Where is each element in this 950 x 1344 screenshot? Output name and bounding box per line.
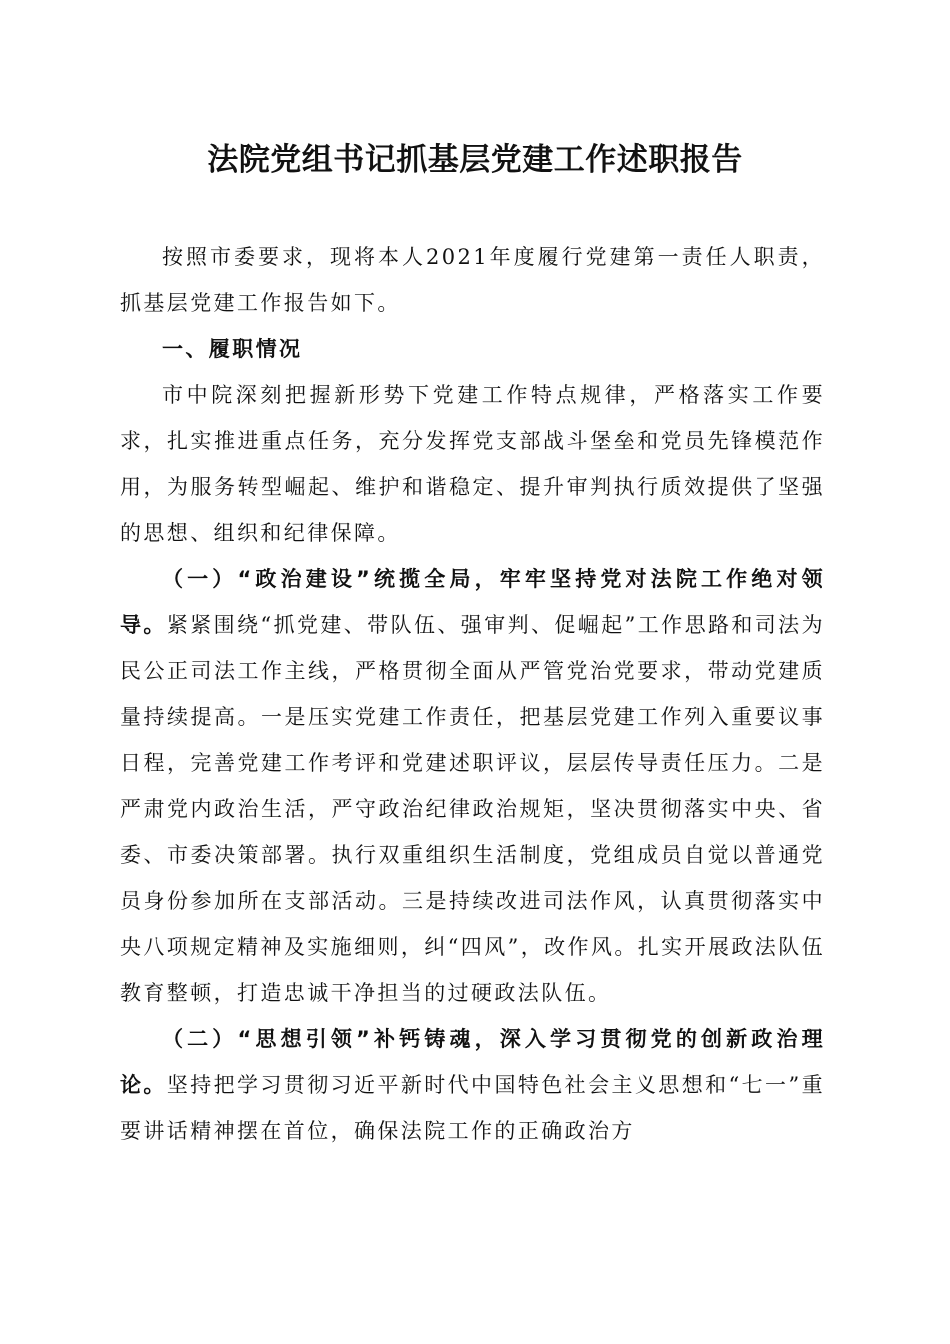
intro-paragraph: 按照市委要求，现将本人2021年度履行党建第一责任人职责，抓基层党建工作报告如下。 bbox=[120, 245, 825, 315]
item-1-lead: （一）“政治建设”统揽全局，牢牢坚持党对法院工作绝对领导。 bbox=[120, 567, 825, 637]
item-2-lead: （二）“思想引领”补钙铸魂，深入学习贯彻党的创新政治理论。 bbox=[120, 1027, 825, 1097]
item-2-text: 坚持把学习贯彻习近平新时代中国特色社会主义思想和“七一”重要讲话精神摆在首位，确保法院工作的正确政治方 bbox=[120, 1073, 825, 1143]
item-1-text: 紧紧围绕“抓党建、带队伍、强审判、促崛起”工作思路和司法为民公正司法工作主线，严格贯彻全面从严管党治党要求，带动党建质量持续提高。一是压实党建工作责任，把基层党建工作列入重要议事日程，完善党建工作考评和党建述职评议，层层传导责任压力。二是严肃党内政治生活，严守政治纪律政治规矩，坚决贯彻落实中央、省委、市委决策部署。执行双重组织生活制度，党组成员自觉以普通党员身份参加所在支部活动。三是持续改进司法作风，认真贯彻落实中央八项规定精神及实施细则，纠“四风”，改作风。扎实开展政法队伍教育整顿，打造忠诚干净担当的过硬政法队伍。 bbox=[120, 613, 825, 1005]
document-title: 法院党组书记抓基层党建工作述职报告 bbox=[207, 142, 743, 178]
item-1-paragraph bbox=[120, 556, 825, 1016]
overview-paragraph: 市中院深刻把握新形势下党建工作特点规律，严格落实工作要求，扎实推进重点任务，充分发挥党支部战斗堡垒和党员先锋模范作用，为服务转型崛起、维护和谐稳定、提升审判执行质效提供了坚强的思想、组织和纪律保障。 bbox=[120, 383, 825, 545]
item-2-paragraph bbox=[120, 1016, 825, 1154]
document-body bbox=[120, 234, 825, 1154]
section-heading: 一、履职情况 bbox=[162, 337, 303, 361]
